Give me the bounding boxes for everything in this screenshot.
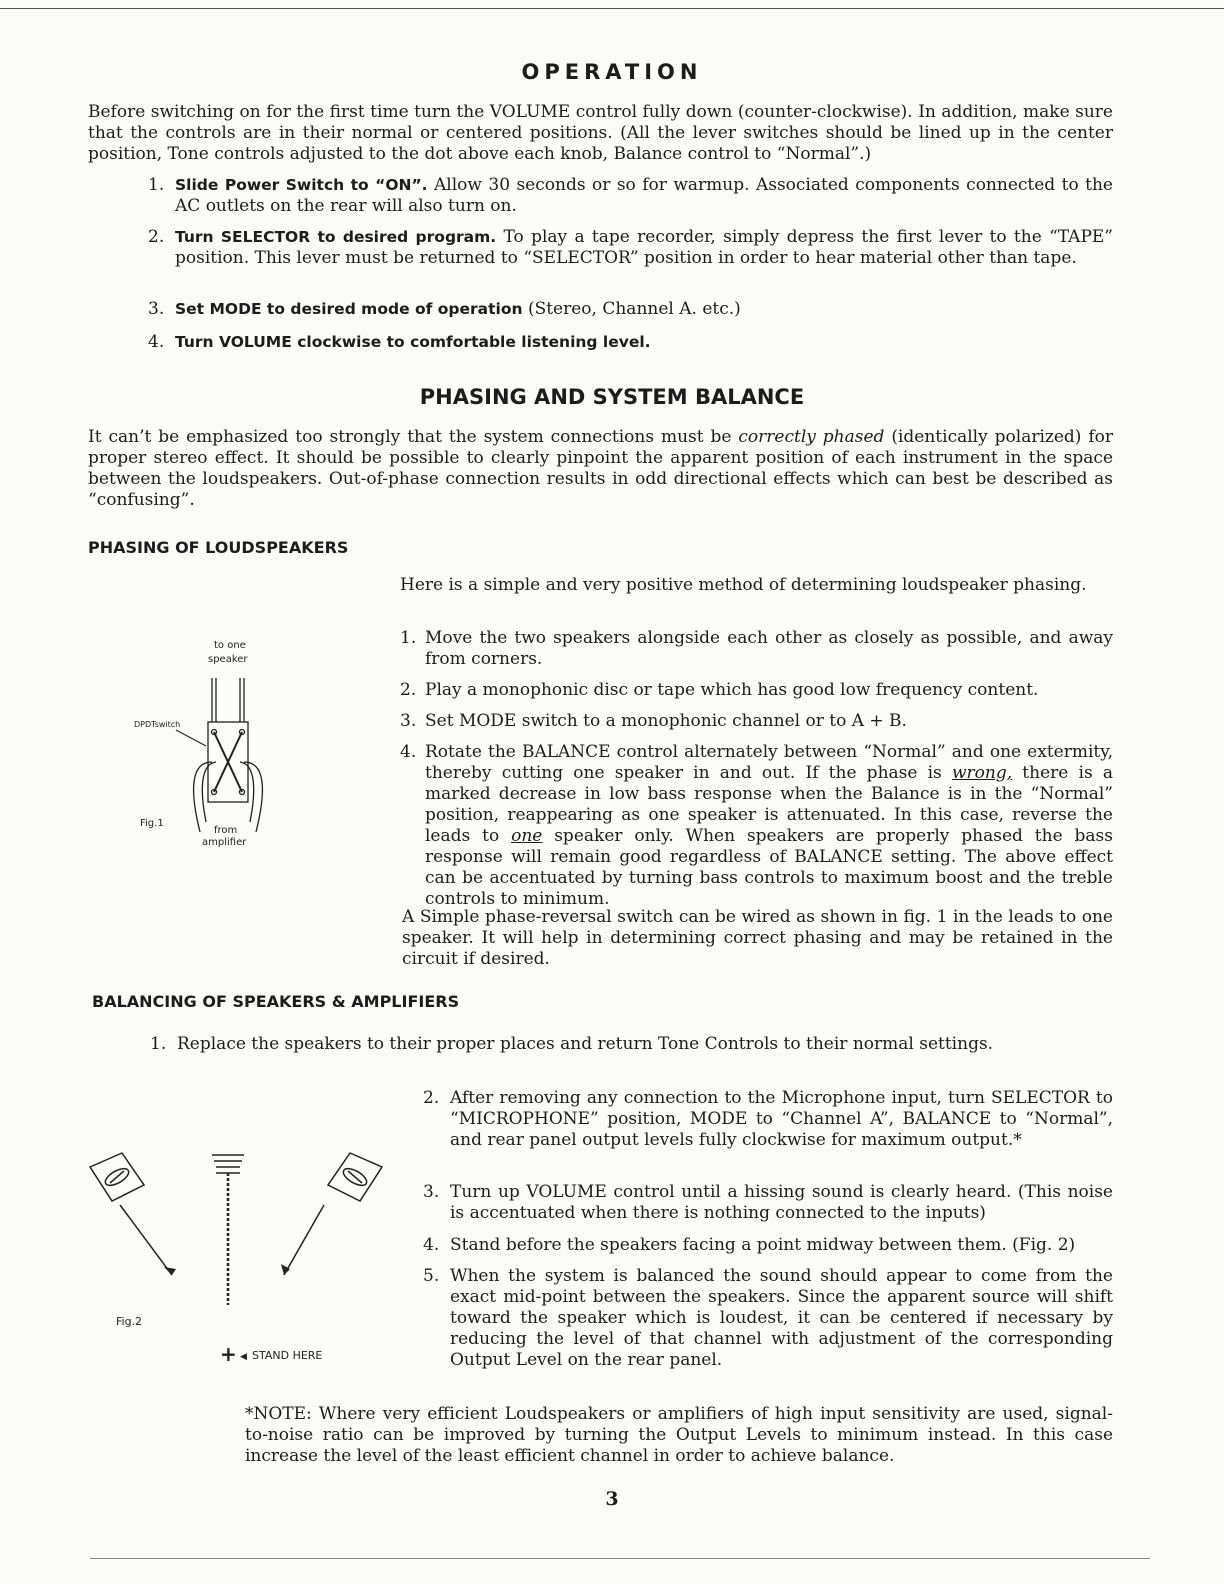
phasing-intro: Here is a simple and very positive method of determining loudspeaker phasing. xyxy=(400,575,1087,595)
step-number: 3. xyxy=(148,299,165,319)
operation-step-2 xyxy=(148,227,1113,269)
step-text: To play a tape recorder, simply depress the first lever to the “TAPE” position. This lever must be returned to “SELECTOR” position in order to hear material other than tape. xyxy=(175,227,1113,268)
fig1-label: amplifier xyxy=(202,837,247,848)
step-text: Stand before the speakers facing a point midway between them. (Fig. 2) xyxy=(450,1235,1076,1255)
intro-part: (identically polarized) for proper stereo effect. It should be possible to clearly pinpoint the apparent position of each instrument in the space between the loudspeakers. Out-of-phase connection results in odd directional effects which can best be described as “confusing”. xyxy=(88,427,1114,510)
step-text: there is a marked decrease in low bass response when the Balance is in the “Normal” position, reappearing as one speaker is attenuated. In this case, reverse the leads to xyxy=(425,763,1113,846)
fig1-label: to one xyxy=(214,640,246,651)
step-text: Replace the speakers to their proper places and return Tone Controls to their normal settings. xyxy=(177,1034,994,1054)
step-number: 3. xyxy=(400,711,417,731)
step-number: 5. xyxy=(423,1266,440,1286)
center-marker-top xyxy=(212,1155,244,1173)
step-bold: Set MODE to desired mode of operation xyxy=(175,300,523,318)
phasing-step-2 xyxy=(400,680,1113,701)
fig1-label: Fig.1 xyxy=(140,818,164,829)
intro-part: It can’t be emphasized too strongly that the system connections must be xyxy=(88,427,739,447)
speaker-leads xyxy=(212,678,244,722)
right-sound-line xyxy=(284,1205,324,1275)
step-text: When the system is balanced the sound should appear to come from the exact mid-point between the speakers. Since the apparent source will shift toward the speaker which is loudest, it can be centered if necessary by reducing the level of that channel with adjustment of the corresponding Output Level on the rear panel. xyxy=(450,1266,1113,1370)
stand-here-label: STAND HERE xyxy=(252,1349,323,1362)
arrowhead xyxy=(164,1267,176,1275)
phasing-balance-title: PHASING AND SYSTEM BALANCE xyxy=(419,385,805,409)
step-text: Set MODE switch to a monophonic channel or to A + B. xyxy=(425,711,907,731)
phasing-balance-intro xyxy=(88,427,1113,511)
fig2-label: Fig.2 xyxy=(116,1315,143,1328)
step-number: 2. xyxy=(400,680,417,700)
step-number: 1. xyxy=(148,175,165,195)
step-number: 1. xyxy=(150,1034,167,1054)
balancing-step-3 xyxy=(423,1182,1113,1224)
phasing-closing: A Simple phase-reversal switch can be wired as shown in fig. 1 in the leads to one speaker. It will help in determining correct phasing and may be retained in the circuit if desired. xyxy=(402,907,1113,969)
phasing-step-3 xyxy=(400,711,1113,732)
balancing-note: *NOTE: Where very efficient Loudspeakers or amplifiers of high input sensitivity are used, signal-to-noise ratio can be improved by turning the Output Levels to minimum instead. In this case increase the level of the least efficient channel in order to achieve balance. xyxy=(245,1404,1113,1466)
left-sound-line xyxy=(120,1205,172,1275)
step-text: Rotate the BALANCE control alternately between “Normal” and one extermity, thereby cutting one speaker in and out. If the phase is xyxy=(425,742,1113,783)
left-speaker xyxy=(90,1153,144,1201)
step-emphasis: wrong, xyxy=(951,763,1013,783)
step-emphasis: one xyxy=(511,826,543,846)
step-number: 4. xyxy=(400,742,417,762)
step-text: Allow 30 seconds or so for warmup. Associated components connected to the AC outlets on the rear will also turn on. xyxy=(175,175,1113,216)
step-bold: Turn VOLUME clockwise to comfortable listening level. xyxy=(175,333,651,351)
step-text: Turn up VOLUME control until a hissing sound is clearly heard. (This noise is accentuated when there is nothing connected to the inputs) xyxy=(450,1182,1113,1223)
operation-title: OPERATION xyxy=(521,60,703,84)
phasing-step-4 xyxy=(400,742,1113,910)
fig1-dpdt-switch-diagram xyxy=(128,632,288,862)
top-rule xyxy=(0,8,1224,9)
right-speaker xyxy=(328,1153,382,1201)
operation-step-1 xyxy=(148,175,1113,217)
operation-intro: Before switching on for the first time turn the VOLUME control fully down (counter-clockwise). In addition, make sure that the controls are in their normal or centered positions. (All the lever switches should be lined up in the center position, Tone controls adjusted to the dot above each knob, Balance control to “Normal”.) xyxy=(88,102,1113,164)
fig2-speaker-placement-diagram xyxy=(80,1125,400,1375)
step-bold: Turn SELECTOR to desired program. xyxy=(175,228,497,246)
step-number: 2. xyxy=(423,1088,440,1108)
step-number: 3. xyxy=(423,1182,440,1202)
balancing-step-4 xyxy=(423,1235,1113,1256)
left-arrow-icon: ◀ xyxy=(240,1352,247,1362)
plus-icon: + xyxy=(220,1342,237,1366)
amplifier-leads xyxy=(194,762,263,832)
step-number: 4. xyxy=(423,1235,440,1255)
step-text: speaker only. When speakers are properly phased the bass response will remain good regardless of BALANCE setting. The above effect can be accentuated by turning bass controls to maximum boost and the treble controls to minimum. xyxy=(425,826,1113,909)
operation-step-4 xyxy=(148,332,1113,353)
balancing-title: BALANCING OF SPEAKERS & AMPLIFIERS xyxy=(92,992,460,1011)
fig1-label: speaker xyxy=(208,654,248,665)
page-number: 3 xyxy=(605,1488,619,1510)
fig1-label: DPDTswitch xyxy=(134,720,181,729)
phasing-loudspeakers-title: PHASING OF LOUDSPEAKERS xyxy=(88,538,349,557)
step-text: (Stereo, Channel A. etc.) xyxy=(522,299,741,319)
step-text: Move the two speakers alongside each other as closely as possible, and away from corners. xyxy=(425,628,1113,669)
phasing-step-1 xyxy=(400,628,1113,670)
fig1-label: from xyxy=(214,825,238,836)
intro-emphasis: correctly phased xyxy=(738,427,885,447)
balancing-step-1 xyxy=(150,1034,1113,1055)
step-number: 1. xyxy=(400,628,417,648)
step-number: 4. xyxy=(148,332,165,352)
bottom-rule xyxy=(90,1558,1150,1559)
step-bold: Slide Power Switch to “ON”. xyxy=(175,176,428,194)
step-text: After removing any connection to the Microphone input, turn SELECTOR to “MICROPHONE” position, MODE to “Channel A”, BALANCE to “Normal”, and rear panel output levels fully clockwise for maximum output.* xyxy=(450,1088,1113,1150)
operation-step-3 xyxy=(148,299,1113,320)
balancing-step-5 xyxy=(423,1266,1113,1371)
crossover-wires xyxy=(214,732,242,792)
step-number: 2. xyxy=(148,227,165,247)
switch-pointer xyxy=(176,730,206,746)
balancing-step-2 xyxy=(423,1088,1113,1151)
step-text: Play a monophonic disc or tape which has good low frequency content. xyxy=(425,680,1039,700)
